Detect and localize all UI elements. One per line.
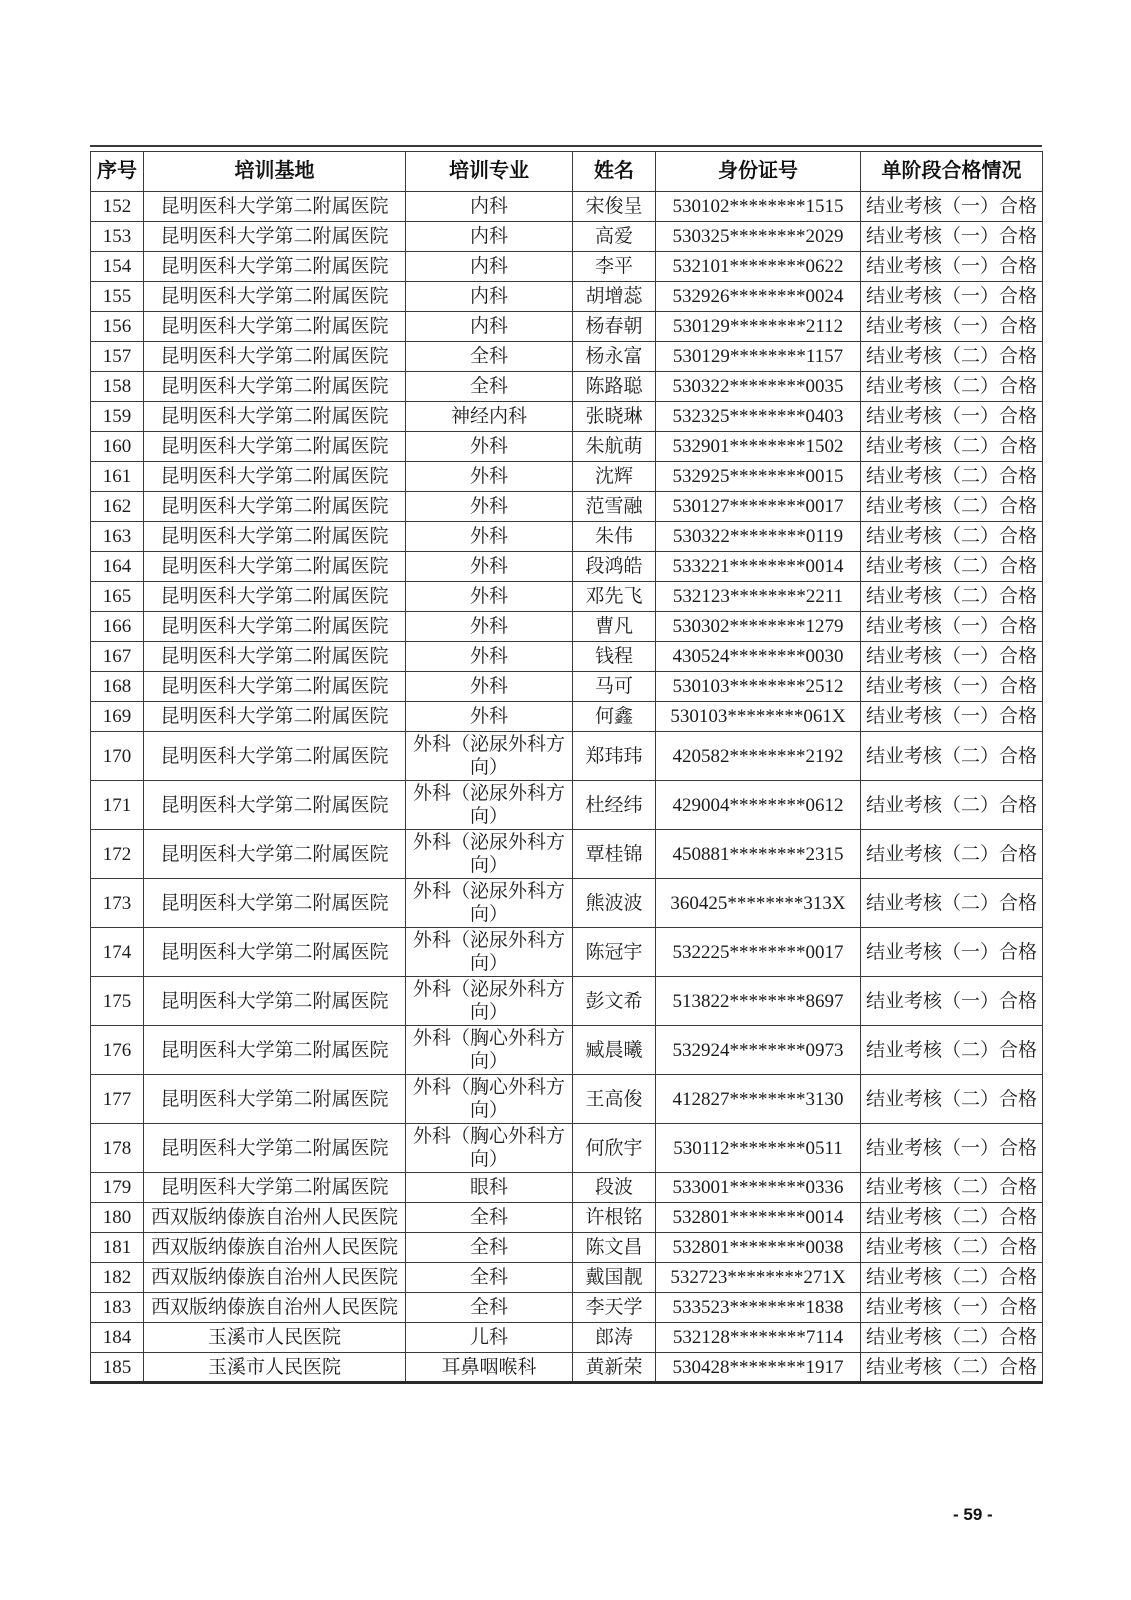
cell-name: 邓先飞 <box>573 582 656 612</box>
cell-name: 段波 <box>573 1173 656 1203</box>
cell-training-major: 外科 <box>406 702 573 732</box>
cell-name: 宋俊呈 <box>573 192 656 222</box>
cell-index: 182 <box>91 1263 144 1293</box>
cell-name: 黄新荣 <box>573 1353 656 1383</box>
cell-name: 沈辉 <box>573 462 656 492</box>
cell-name: 陈文昌 <box>573 1233 656 1263</box>
cell-training-base: 昆明医科大学第二附属医院 <box>144 282 406 312</box>
table-row <box>91 402 1043 432</box>
cell-stage-qualification: 结业考核（二）合格 <box>861 830 1043 879</box>
table-row <box>91 1203 1043 1233</box>
cell-training-base: 昆明医科大学第二附属医院 <box>144 977 406 1026</box>
col-header-training-major: 培训专业 <box>406 152 573 192</box>
table-row <box>91 830 1043 879</box>
cell-training-base: 昆明医科大学第二附属医院 <box>144 402 406 432</box>
cell-index: 184 <box>91 1323 144 1353</box>
cell-stage-qualification: 结业考核（二）合格 <box>861 732 1043 781</box>
cell-name: 臧晨曦 <box>573 1026 656 1075</box>
cell-stage-qualification: 结业考核（二）合格 <box>861 522 1043 552</box>
cell-name: 李平 <box>573 252 656 282</box>
table-row <box>91 1124 1043 1173</box>
cell-name: 李天学 <box>573 1293 656 1323</box>
table-row <box>91 1323 1043 1353</box>
table-row <box>91 1233 1043 1263</box>
cell-training-base: 玉溪市人民医院 <box>144 1353 406 1383</box>
table-row <box>91 642 1043 672</box>
cell-stage-qualification: 结业考核（一）合格 <box>861 977 1043 1026</box>
cell-name: 许根铭 <box>573 1203 656 1233</box>
cell-training-base: 昆明医科大学第二附属医院 <box>144 462 406 492</box>
cell-stage-qualification: 结业考核（二）合格 <box>861 492 1043 522</box>
cell-training-major: 外科 <box>406 522 573 552</box>
cell-index: 152 <box>91 192 144 222</box>
cell-id-number: 530325********2029 <box>656 222 861 252</box>
cell-id-number: 532123********2211 <box>656 582 861 612</box>
cell-id-number: 532924********0973 <box>656 1026 861 1075</box>
cell-training-major: 外科（泌尿外科方向） <box>406 830 573 879</box>
table-row <box>91 1173 1043 1203</box>
col-header-index: 序号 <box>91 152 144 192</box>
cell-id-number: 532723********271X <box>656 1263 861 1293</box>
table-row <box>91 928 1043 977</box>
cell-training-base: 西双版纳傣族自治州人民医院 <box>144 1203 406 1233</box>
cell-name: 陈冠宇 <box>573 928 656 977</box>
cell-training-major: 外科（胸心外科方向） <box>406 1124 573 1173</box>
table-row <box>91 582 1043 612</box>
cell-index: 173 <box>91 879 144 928</box>
cell-name: 熊波波 <box>573 879 656 928</box>
roster-table-container <box>90 145 1042 1384</box>
cell-index: 159 <box>91 402 144 432</box>
cell-training-base: 昆明医科大学第二附属医院 <box>144 432 406 462</box>
cell-id-number: 532926********0024 <box>656 282 861 312</box>
cell-training-major: 外科 <box>406 552 573 582</box>
cell-training-base: 玉溪市人民医院 <box>144 1323 406 1353</box>
cell-training-base: 昆明医科大学第二附属医院 <box>144 342 406 372</box>
cell-name: 何欣宇 <box>573 1124 656 1173</box>
cell-training-major: 全科 <box>406 342 573 372</box>
cell-index: 162 <box>91 492 144 522</box>
cell-id-number: 532325********0403 <box>656 402 861 432</box>
cell-stage-qualification: 结业考核（一）合格 <box>861 282 1043 312</box>
table-row <box>91 282 1043 312</box>
cell-id-number: 533001********0336 <box>656 1173 861 1203</box>
table-header-row <box>91 152 1043 192</box>
table-row <box>91 1026 1043 1075</box>
cell-stage-qualification: 结业考核（二）合格 <box>861 1026 1043 1075</box>
cell-id-number: 430524********0030 <box>656 642 861 672</box>
cell-index: 158 <box>91 372 144 402</box>
cell-training-base: 昆明医科大学第二附属医院 <box>144 192 406 222</box>
table-row <box>91 252 1043 282</box>
cell-training-base: 西双版纳傣族自治州人民医院 <box>144 1293 406 1323</box>
col-header-training-base: 培训基地 <box>144 152 406 192</box>
cell-stage-qualification: 结业考核（一）合格 <box>861 312 1043 342</box>
table-row <box>91 432 1043 462</box>
cell-training-major: 儿科 <box>406 1323 573 1353</box>
col-header-id-number: 身份证号 <box>656 152 861 192</box>
cell-training-base: 昆明医科大学第二附属医院 <box>144 1075 406 1124</box>
cell-name: 郎涛 <box>573 1323 656 1353</box>
cell-training-base: 昆明医科大学第二附属医院 <box>144 552 406 582</box>
cell-training-base: 昆明医科大学第二附属医院 <box>144 879 406 928</box>
cell-id-number: 530428********1917 <box>656 1353 861 1383</box>
table-row <box>91 612 1043 642</box>
cell-training-base: 昆明医科大学第二附属医院 <box>144 642 406 672</box>
cell-training-major: 全科 <box>406 1293 573 1323</box>
cell-stage-qualification: 结业考核（二）合格 <box>861 1203 1043 1233</box>
cell-id-number: 420582********2192 <box>656 732 861 781</box>
cell-training-base: 昆明医科大学第二附属医院 <box>144 672 406 702</box>
cell-stage-qualification: 结业考核（一）合格 <box>861 928 1043 977</box>
cell-training-major: 外科 <box>406 612 573 642</box>
cell-name: 陈路聪 <box>573 372 656 402</box>
cell-id-number: 530322********0035 <box>656 372 861 402</box>
cell-stage-qualification: 结业考核（一）合格 <box>861 402 1043 432</box>
col-header-stage-qualification: 单阶段合格情况 <box>861 152 1043 192</box>
cell-name: 王高俊 <box>573 1075 656 1124</box>
cell-name: 钱程 <box>573 642 656 672</box>
cell-id-number: 533221********0014 <box>656 552 861 582</box>
cell-index: 163 <box>91 522 144 552</box>
cell-name: 马可 <box>573 672 656 702</box>
cell-index: 167 <box>91 642 144 672</box>
cell-training-major: 外科 <box>406 642 573 672</box>
cell-index: 180 <box>91 1203 144 1233</box>
cell-training-major: 外科（泌尿外科方向） <box>406 879 573 928</box>
cell-id-number: 530129********2112 <box>656 312 861 342</box>
cell-stage-qualification: 结业考核（二）合格 <box>861 1173 1043 1203</box>
cell-training-base: 昆明医科大学第二附属医院 <box>144 612 406 642</box>
cell-stage-qualification: 结业考核（二）合格 <box>861 582 1043 612</box>
cell-id-number: 532901********1502 <box>656 432 861 462</box>
cell-training-base: 昆明医科大学第二附属医院 <box>144 781 406 830</box>
cell-training-major: 全科 <box>406 1263 573 1293</box>
cell-training-major: 外科（泌尿外科方向） <box>406 781 573 830</box>
cell-id-number: 532225********0017 <box>656 928 861 977</box>
cell-index: 157 <box>91 342 144 372</box>
cell-id-number: 360425********313X <box>656 879 861 928</box>
cell-training-major: 外科（泌尿外科方向） <box>406 977 573 1026</box>
table-row <box>91 192 1043 222</box>
cell-name: 高爱 <box>573 222 656 252</box>
cell-training-major: 内科 <box>406 282 573 312</box>
cell-index: 178 <box>91 1124 144 1173</box>
cell-training-major: 外科（泌尿外科方向） <box>406 928 573 977</box>
cell-training-base: 西双版纳傣族自治州人民医院 <box>144 1263 406 1293</box>
cell-index: 155 <box>91 282 144 312</box>
table-row <box>91 222 1043 252</box>
cell-name: 戴国靓 <box>573 1263 656 1293</box>
table-row <box>91 312 1043 342</box>
cell-id-number: 530103********061X <box>656 702 861 732</box>
cell-name: 郑玮玮 <box>573 732 656 781</box>
cell-id-number: 532801********0014 <box>656 1203 861 1233</box>
cell-index: 185 <box>91 1353 144 1383</box>
cell-name: 何鑫 <box>573 702 656 732</box>
cell-training-base: 昆明医科大学第二附属医院 <box>144 372 406 402</box>
cell-index: 171 <box>91 781 144 830</box>
cell-id-number: 532801********0038 <box>656 1233 861 1263</box>
cell-name: 曹凡 <box>573 612 656 642</box>
cell-training-major: 外科 <box>406 672 573 702</box>
cell-training-major: 神经内科 <box>406 402 573 432</box>
cell-id-number: 530322********0119 <box>656 522 861 552</box>
table-body <box>91 192 1043 1383</box>
cell-training-base: 昆明医科大学第二附属医院 <box>144 1173 406 1203</box>
cell-index: 172 <box>91 830 144 879</box>
cell-training-base: 昆明医科大学第二附属医院 <box>144 702 406 732</box>
cell-training-base: 昆明医科大学第二附属医院 <box>144 928 406 977</box>
table-row <box>91 552 1043 582</box>
cell-index: 176 <box>91 1026 144 1075</box>
table-row <box>91 672 1043 702</box>
cell-training-major: 全科 <box>406 1203 573 1233</box>
cell-training-major: 全科 <box>406 1233 573 1263</box>
table-row <box>91 879 1043 928</box>
cell-training-base: 昆明医科大学第二附属医院 <box>144 830 406 879</box>
cell-id-number: 530102********1515 <box>656 192 861 222</box>
cell-training-base: 昆明医科大学第二附属医院 <box>144 732 406 781</box>
table-row <box>91 977 1043 1026</box>
cell-stage-qualification: 结业考核（二）合格 <box>861 1323 1043 1353</box>
cell-stage-qualification: 结业考核（二）合格 <box>861 879 1043 928</box>
cell-index: 177 <box>91 1075 144 1124</box>
cell-index: 183 <box>91 1293 144 1323</box>
cell-name: 覃桂锦 <box>573 830 656 879</box>
cell-id-number: 429004********0612 <box>656 781 861 830</box>
cell-id-number: 530302********1279 <box>656 612 861 642</box>
cell-name: 朱伟 <box>573 522 656 552</box>
cell-index: 168 <box>91 672 144 702</box>
cell-id-number: 532128********7114 <box>656 1323 861 1353</box>
cell-stage-qualification: 结业考核（二）合格 <box>861 781 1043 830</box>
table-row <box>91 522 1043 552</box>
cell-stage-qualification: 结业考核（二）合格 <box>861 372 1043 402</box>
cell-name: 彭文希 <box>573 977 656 1026</box>
cell-stage-qualification: 结业考核（二）合格 <box>861 1353 1043 1383</box>
cell-name: 杨春朝 <box>573 312 656 342</box>
cell-index: 175 <box>91 977 144 1026</box>
cell-training-major: 外科 <box>406 462 573 492</box>
cell-name: 杨永富 <box>573 342 656 372</box>
cell-index: 174 <box>91 928 144 977</box>
cell-training-major: 内科 <box>406 312 573 342</box>
cell-stage-qualification: 结业考核（一）合格 <box>861 252 1043 282</box>
cell-id-number: 533523********1838 <box>656 1293 861 1323</box>
cell-training-base: 昆明医科大学第二附属医院 <box>144 312 406 342</box>
cell-index: 154 <box>91 252 144 282</box>
cell-training-major: 外科 <box>406 432 573 462</box>
cell-name: 张晓琳 <box>573 402 656 432</box>
table-row <box>91 462 1043 492</box>
cell-name: 范雪融 <box>573 492 656 522</box>
cell-index: 153 <box>91 222 144 252</box>
cell-index: 181 <box>91 1233 144 1263</box>
cell-stage-qualification: 结业考核（一）合格 <box>861 702 1043 732</box>
cell-training-major: 耳鼻咽喉科 <box>406 1353 573 1383</box>
table-row <box>91 732 1043 781</box>
cell-id-number: 532925********0015 <box>656 462 861 492</box>
cell-stage-qualification: 结业考核（一）合格 <box>861 1293 1043 1323</box>
cell-stage-qualification: 结业考核（二）合格 <box>861 1075 1043 1124</box>
cell-id-number: 513822********8697 <box>656 977 861 1026</box>
cell-stage-qualification: 结业考核（一）合格 <box>861 642 1043 672</box>
cell-name: 杜经纬 <box>573 781 656 830</box>
cell-training-major: 外科（胸心外科方向） <box>406 1075 573 1124</box>
cell-stage-qualification: 结业考核（二）合格 <box>861 552 1043 582</box>
cell-stage-qualification: 结业考核（二）合格 <box>861 432 1043 462</box>
qualification-roster-table <box>90 151 1043 1384</box>
cell-stage-qualification: 结业考核（一）合格 <box>861 192 1043 222</box>
cell-stage-qualification: 结业考核（一）合格 <box>861 612 1043 642</box>
cell-index: 179 <box>91 1173 144 1203</box>
cell-stage-qualification: 结业考核（一）合格 <box>861 222 1043 252</box>
cell-training-base: 昆明医科大学第二附属医院 <box>144 252 406 282</box>
cell-stage-qualification: 结业考核（二）合格 <box>861 1263 1043 1293</box>
cell-name: 段鸿皓 <box>573 552 656 582</box>
cell-id-number: 412827********3130 <box>656 1075 861 1124</box>
cell-index: 169 <box>91 702 144 732</box>
cell-training-major: 内科 <box>406 192 573 222</box>
cell-name: 胡增蕊 <box>573 282 656 312</box>
table-row <box>91 492 1043 522</box>
cell-index: 161 <box>91 462 144 492</box>
table-top-rule <box>90 145 1042 147</box>
cell-training-major: 内科 <box>406 252 573 282</box>
col-header-name: 姓名 <box>573 152 656 192</box>
cell-training-major: 外科（泌尿外科方向） <box>406 732 573 781</box>
cell-training-major: 全科 <box>406 372 573 402</box>
table-row <box>91 372 1043 402</box>
table-row <box>91 1075 1043 1124</box>
table-row <box>91 1263 1043 1293</box>
cell-training-base: 昆明医科大学第二附属医院 <box>144 492 406 522</box>
cell-index: 170 <box>91 732 144 781</box>
cell-training-base: 昆明医科大学第二附属医院 <box>144 1124 406 1173</box>
table-row <box>91 342 1043 372</box>
cell-id-number: 530103********2512 <box>656 672 861 702</box>
cell-training-base: 西双版纳傣族自治州人民医院 <box>144 1233 406 1263</box>
table-row <box>91 1353 1043 1383</box>
cell-training-base: 昆明医科大学第二附属医院 <box>144 222 406 252</box>
cell-stage-qualification: 结业考核（二）合格 <box>861 342 1043 372</box>
cell-id-number: 450881********2315 <box>656 830 861 879</box>
cell-id-number: 530112********0511 <box>656 1124 861 1173</box>
table-row <box>91 781 1043 830</box>
cell-training-base: 昆明医科大学第二附属医院 <box>144 1026 406 1075</box>
cell-index: 164 <box>91 552 144 582</box>
cell-training-major: 外科（胸心外科方向） <box>406 1026 573 1075</box>
cell-name: 朱航萌 <box>573 432 656 462</box>
cell-stage-qualification: 结业考核（一）合格 <box>861 1124 1043 1173</box>
cell-index: 166 <box>91 612 144 642</box>
cell-training-major: 外科 <box>406 582 573 612</box>
cell-training-major: 内科 <box>406 222 573 252</box>
table-row <box>91 1293 1043 1323</box>
cell-training-base: 昆明医科大学第二附属医院 <box>144 582 406 612</box>
cell-id-number: 530127********0017 <box>656 492 861 522</box>
cell-stage-qualification: 结业考核（一）合格 <box>861 672 1043 702</box>
cell-index: 165 <box>91 582 144 612</box>
cell-stage-qualification: 结业考核（二）合格 <box>861 1233 1043 1263</box>
page-number: - 59 - <box>953 1505 993 1524</box>
table-row <box>91 702 1043 732</box>
cell-id-number: 530129********1157 <box>656 342 861 372</box>
cell-id-number: 532101********0622 <box>656 252 861 282</box>
cell-stage-qualification: 结业考核（二）合格 <box>861 462 1043 492</box>
cell-training-major: 外科 <box>406 492 573 522</box>
cell-training-base: 昆明医科大学第二附属医院 <box>144 522 406 552</box>
cell-training-major: 眼科 <box>406 1173 573 1203</box>
cell-index: 160 <box>91 432 144 462</box>
cell-index: 156 <box>91 312 144 342</box>
